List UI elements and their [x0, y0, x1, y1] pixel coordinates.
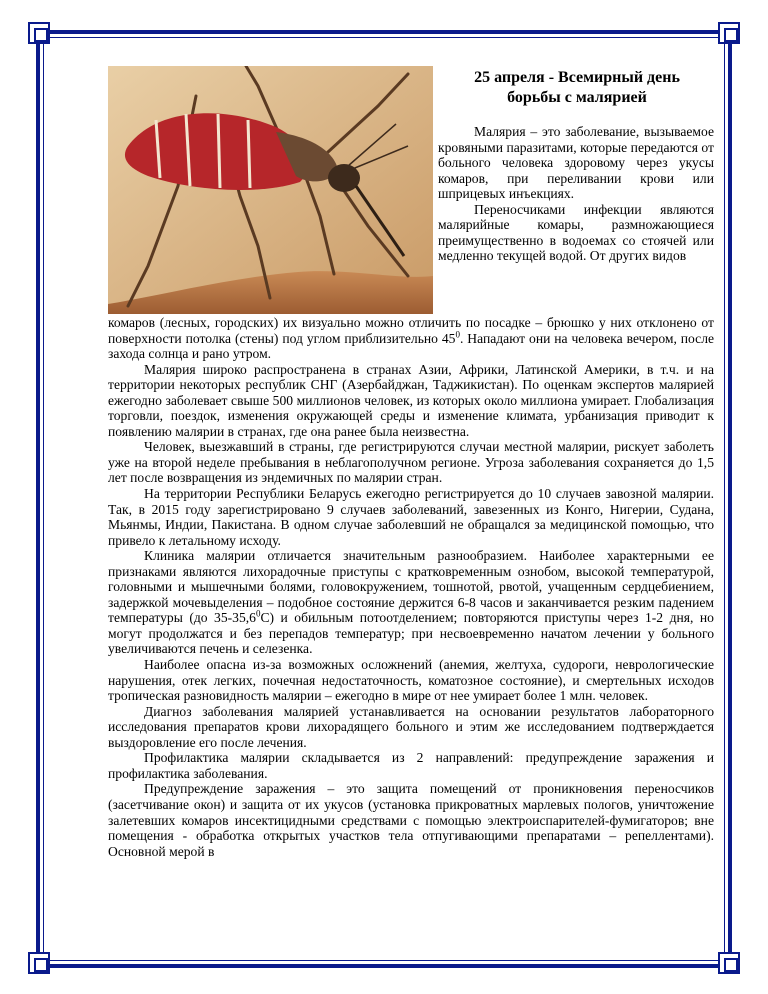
corner-ornament-top-right [718, 22, 740, 44]
page-title [438, 68, 716, 108]
paragraph-prevention-overview: Профилактика малярии складывается из 2 направлений: предупреждение заражения и профилактика заболевания. [108, 750, 714, 781]
paragraph-vectors-continued [108, 315, 714, 362]
paragraph-belarus-cases: На территории Республики Беларусь ежегодно регистрируется до 10 случаев завозной малярии. Так, в 2015 году зарегистрировано 9 случаев заболеваний, завезенных из Конго, Нигерии, Судана, Мьянмы, Индии, Пакистана. В одном случае заболевший не обращался за медицинской помощью, что привело к летальному исходу. [108, 486, 714, 548]
paragraph-diagnosis: Диагноз заболевания малярией устанавливается на основании результатов лабораторного исследования препаратов крови лихорадящего больного и этим же исследованием подтверждается выздоровление его после лечения. [108, 703, 714, 750]
intro-column [438, 124, 714, 264]
vectors-text-a: комаров (лесных, городских) их визуально можно отличить по посадке – брюшко у них отклонено от поверхности потолка (стены) под углом приблизительно 45 [108, 315, 714, 346]
temperature-superscript: 0 [255, 608, 261, 619]
symptoms-text-b: С) и обильным потоотделением; повторяются приступы через 1-2 дня, но могут продолжатся и без перепадов температур; при несвоевременно начатом лечении у больного увеличиваются печень и селезенка. [108, 610, 714, 657]
vectors-text-b: . Нападают они на человека вечером, после захода солнца и рано утром. [108, 330, 715, 362]
corner-ornament-bottom-left [28, 952, 50, 974]
paragraph-infection-prevention: Предупреждение заражения – это защита помещений от проникновения переносчиков (засетчивание окон) и защита от их укусов (установка прикроватных марлевых пологов, уничтожение залетевших комаров инсектицидными средствами с помощью электроиспарителей-фумигаторов; вне помещения - обработка открытых участков тела отпугивающими препаратами – репеллентами). Основной мерой в [108, 781, 714, 859]
paragraph-definition: Малярия – это заболевание, вызываемое кровяными паразитами, которые передаются от больного человека здоровому через укусы комаров, при переливании крови или шприцевых инъекциях. [438, 124, 714, 202]
mosquito-photo [108, 66, 433, 314]
paragraph-vectors-start: Переносчиками инфекции являются малярийные комары, размножающиеся преимущественно в водоемах со стоячей или медленно текущей водой. От других видов [438, 201, 714, 264]
title-line-2: борьбы с малярией [507, 89, 647, 106]
paragraph-prevalence: Малярия широко распространена в странах Азии, Африки, Латинской Америки, в т.ч. и на территории некоторых республик СНГ (Азербайджан, Таджикистан). По оценкам экспертов малярией ежегодно заболевает свыше 500 миллионов человек, из которых около миллиона умирает. Глобализация торговли, поездок, изменения окружающей среды и изменение климата, урбанизация приводит к появлению малярии в странах, где она ранее была неизвестна. [108, 361, 714, 439]
degree-superscript: 0 [455, 329, 460, 340]
paragraph-symptoms [108, 548, 714, 657]
title-line-1: 25 апреля - Всемирный день [474, 69, 680, 86]
symptoms-text-a: Клиника малярии отличается значительным разнообразием. Наиболее характерными ее признаками являются лихорадочные приступы с кратковременным ознобом, высокой температурой, головными и мышечными болями, головокружением, тошнотой, рвотой, учащенным сердцебиением, задержкой мочевыделения – подобное состояние держится 6-8 часов и заканчивается резким падением температуры (до 35-35,6 [108, 548, 714, 626]
main-text [108, 315, 714, 859]
paragraph-travel-risk: Человек, выезжавший в страны, где регистрируются случаи местной малярии, рискует заболеть уже на второй неделе пребывания в неблагополучном регионе. Угроза заболевания сохраняется до 1,5 лет после возвращения из эндемичных по малярии стран. [108, 439, 714, 486]
paragraph-complications: Наиболее опасна из-за возможных осложнений (анемия, желтуха, судороги, неврологические нарушения, отек легких, почечная недостаточность, коматозное состояние), и смертельных исходов тропическая разновидность малярии – ежегодно в мире от нее умирает более 1 млн. человек. [108, 657, 714, 704]
corner-ornament-top-left [28, 22, 50, 44]
corner-ornament-bottom-right [718, 952, 740, 974]
